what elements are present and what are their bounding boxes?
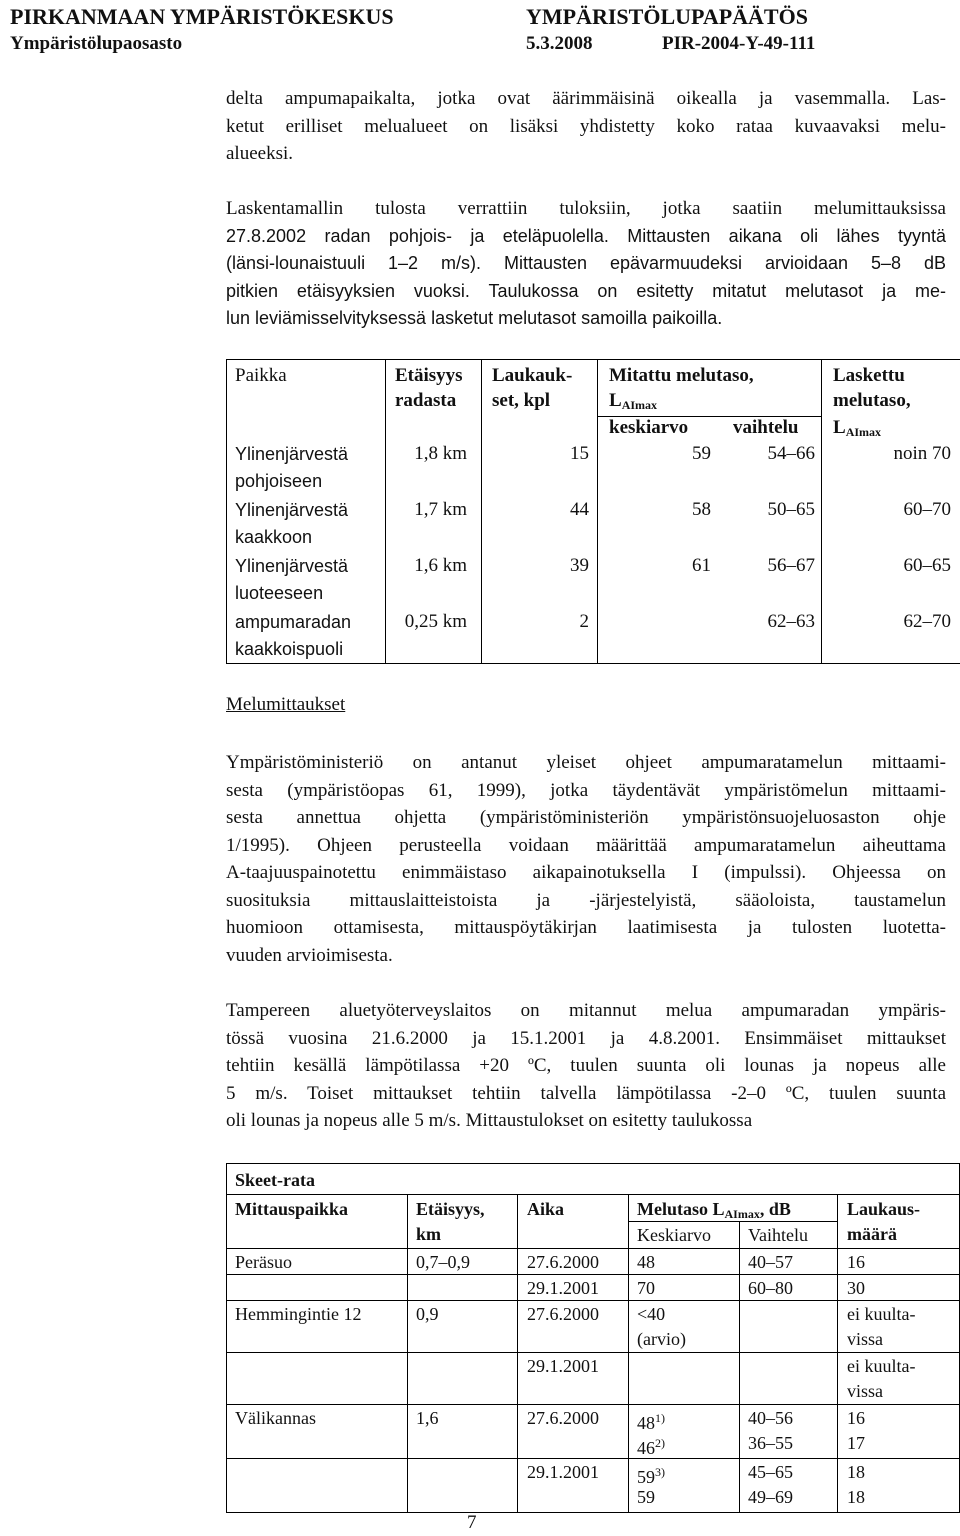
text-line: lun leviämisselvityksessä lasketut melutasot samoilla paikoilla. xyxy=(226,308,723,328)
table-cell-place: Ylinenjärvestä xyxy=(235,444,349,464)
table-cell-count: 17 xyxy=(847,1433,865,1453)
symbol-subscript: AImax xyxy=(621,398,658,412)
table-cell-count: 16 xyxy=(847,1408,865,1428)
header-date: 5.3.2008 xyxy=(526,33,593,54)
text-line: tössä vuosina 21.6.2000 ja 15.1.2001 ja 4.8.2001. Ensimmäiset mittaukset xyxy=(226,1027,946,1049)
table-cell-mean: 61 xyxy=(692,555,711,576)
table-cell-place: kaakkoon xyxy=(235,527,313,547)
table-cell-mean: 58 xyxy=(692,499,711,520)
col-header-level xyxy=(637,1197,791,1226)
text-line: alueeksi. xyxy=(226,143,294,164)
table-cell-place: ampumaradan xyxy=(235,612,352,632)
table-rule xyxy=(227,1248,959,1249)
table-rule xyxy=(227,1352,959,1353)
table-cell-mean: 59 xyxy=(692,443,711,464)
table-cell-range: 40–57 xyxy=(748,1252,793,1272)
table-cell-time: 29.1.2001 xyxy=(527,1356,599,1376)
text-line: vuuden arvioimisesta. xyxy=(226,944,393,966)
table-cell-shots: 15 xyxy=(570,443,589,464)
table-divider xyxy=(739,1221,740,1512)
col-header-calculated: Laskettu xyxy=(833,365,905,386)
text-line: A-taajuuspainotettu enimmäistaso aikapainotuksella I (impulssi). Ohjeessa on xyxy=(226,862,946,883)
level-label: Melutaso L xyxy=(637,1199,725,1219)
table-cell-time: 29.1.2001 xyxy=(527,1278,599,1298)
col-header-measured: Mitattu melutaso, xyxy=(609,365,754,386)
table-cell-distance: 0,9 xyxy=(416,1304,439,1324)
mean-value: 59 xyxy=(637,1467,655,1487)
col-header-count: Laukaus- xyxy=(847,1199,921,1219)
table-cell-range: 45–65 xyxy=(748,1462,793,1482)
text-line: pitkien etäisyyksien vuoksi. Taulukossa on esitetty mitatut melutasot ja me- xyxy=(226,280,946,301)
table-cell-count: 30 xyxy=(847,1278,865,1298)
noise-comparison-table xyxy=(226,359,960,664)
header-doc-type: YMPÄRISTÖLUPAPÄÄTÖS xyxy=(526,4,808,29)
col-header-distance: radasta xyxy=(395,390,457,411)
table-cell-range: 62–63 xyxy=(767,611,815,632)
table-cell-mean: 48 xyxy=(637,1252,655,1272)
text-line: sesta annettua ohjetta (ympäristöministeriön ympäristönsuojeluosaston ohje xyxy=(226,807,946,828)
table-cell-shots: 2 xyxy=(579,611,589,632)
text-line: 27.8.2002 radan pohjois- ja eteläpuolella. Mittausten aikana oli lähes tyyntä xyxy=(226,225,946,246)
table-divider xyxy=(385,360,386,663)
table-rule xyxy=(227,1194,959,1195)
text-line: oli lounas ja nopeus alle 5 m/s. Mittaustulokset on esitetty taulukossa xyxy=(226,1110,753,1131)
col-header-calculated xyxy=(833,416,881,444)
text-line: 1/1995). Ohjeen perusteella voidaan määrittää ampumaratamelun aiheuttama xyxy=(226,834,946,856)
table-cell-distance: 0,25 km xyxy=(404,611,467,632)
col-header-time: Aika xyxy=(527,1199,565,1219)
col-header-measured xyxy=(609,389,657,417)
table-cell-place: kaakkoispuoli xyxy=(235,639,344,659)
col-header-distance: km xyxy=(416,1224,442,1244)
level-unit: , dB xyxy=(759,1199,791,1219)
table-cell-count: 18 xyxy=(847,1462,865,1482)
table-divider xyxy=(481,360,482,663)
table-cell-time: 27.6.2000 xyxy=(527,1252,599,1272)
table-cell-count: ei kuulta- xyxy=(847,1304,916,1324)
col-header-range: Vaihtelu xyxy=(748,1225,808,1245)
col-header-shots: set, kpl xyxy=(492,390,551,411)
header-ref: PIR-2004-Y-49-111 xyxy=(662,33,816,54)
table-cell-range: 36–55 xyxy=(748,1433,793,1453)
paragraph-4 xyxy=(226,997,946,1135)
table-cell-place: Ylinenjärvestä xyxy=(235,500,349,520)
table-cell-place: luoteeseen xyxy=(235,583,324,603)
table-cell-time: 29.1.2001 xyxy=(527,1462,599,1482)
table-divider xyxy=(597,360,598,663)
symbol-subscript: AImax xyxy=(724,1207,760,1221)
paragraph-3 xyxy=(226,749,946,969)
table-cell-range: 56–67 xyxy=(767,555,815,576)
text-line: Ympäristöministeriö on antanut yleiset ohjeet ampumaratamelun mittaami- xyxy=(226,752,946,773)
table-cell-count: 18 xyxy=(847,1487,865,1507)
table-divider xyxy=(837,1194,838,1512)
symbol-l: L xyxy=(609,390,622,411)
table-cell-time: 27.6.2000 xyxy=(527,1304,599,1324)
table-cell-mean: <40 xyxy=(637,1304,666,1324)
table-cell-mean xyxy=(637,1431,665,1460)
header-org: PIRKANMAAN YMPÄRISTÖKESKUS xyxy=(10,4,394,29)
text-line: 5 m/s. Toiset mittaukset tehtiin talvella lämpötilassa -2–0 ºC, tuulen suunta xyxy=(226,1082,946,1104)
footnote-mark: 1) xyxy=(655,1411,665,1425)
table-cell-distance: 1,6 km xyxy=(414,555,467,576)
symbol-l: L xyxy=(833,417,846,438)
paragraph-2 xyxy=(226,195,946,333)
table-cell-distance: 1,8 km xyxy=(414,443,467,464)
table-cell-distance: 1,7 km xyxy=(414,499,467,520)
table-cell-site: Hemmingintie 12 xyxy=(235,1304,362,1324)
symbol-subscript: AImax xyxy=(845,425,882,439)
table-cell-mean: 70 xyxy=(637,1278,655,1298)
table-cell-range: 49–69 xyxy=(748,1487,793,1507)
text-line: ketut erilliset melualueet on lisäksi yhdistetty koko rataa kuvaavaksi melu- xyxy=(226,115,946,137)
table-divider xyxy=(517,1194,518,1512)
col-header-shots: Laukauk- xyxy=(492,365,573,386)
col-header-distance: Etäisyys, xyxy=(416,1199,485,1219)
skeet-measurement-table xyxy=(226,1163,960,1513)
text-line: (länsi-lounaistuuli 1–2 m/s). Mittausten epävarmuudeksi arvioidaan 5–8 dB xyxy=(226,253,946,273)
col-header-mean: keskiarvo xyxy=(609,417,689,438)
footnote-mark: 3) xyxy=(655,1465,665,1479)
col-header-count: määrä xyxy=(847,1224,897,1244)
table-cell-site: Peräsuo xyxy=(235,1252,292,1272)
table-cell-site: Välikannas xyxy=(235,1408,316,1428)
text-line: delta ampumapaikalta, jotka ovat äärimmäisinä oikealla ja vasemmalla. Las- xyxy=(226,88,946,109)
text-line: huomioon ottamisesta, mittauspöytäkirjan laatimisesta ja tulosten luotetta- xyxy=(226,917,946,938)
header-unit: Ympäristölupaosasto xyxy=(10,33,183,54)
section-heading: Melumittaukset xyxy=(226,694,346,715)
table-cell-calculated: noin 70 xyxy=(893,443,951,464)
table-cell-distance: 0,7–0,9 xyxy=(416,1252,470,1272)
table-cell-count: ei kuulta- xyxy=(847,1356,916,1376)
table-cell-mean: 59 xyxy=(637,1487,655,1507)
table-cell-count: 16 xyxy=(847,1252,865,1272)
col-header-range: vaihtelu xyxy=(733,417,799,438)
text-line: Tampereen aluetyöterveyslaitos on mitannut melua ampumaradan ympäris- xyxy=(226,1000,946,1021)
text-line: Laskentamallin tulosta verrattiin tuloksiin, jotka saatiin melumittauksissa xyxy=(226,198,946,219)
table-rule xyxy=(227,1274,959,1275)
col-header-calculated: melutaso, xyxy=(833,390,911,411)
paragraph-1 xyxy=(226,85,946,168)
table-cell-shots: 44 xyxy=(570,499,589,520)
col-header-place: Paikka xyxy=(235,365,287,386)
table-cell-mean: (arvio) xyxy=(637,1329,686,1349)
table-cell-place: Ylinenjärvestä xyxy=(235,556,349,576)
table-cell-distance: 1,6 xyxy=(416,1408,439,1428)
table-cell-count: vissa xyxy=(847,1329,883,1349)
table-cell-range: 50–65 xyxy=(767,499,815,520)
table-rule xyxy=(227,1458,959,1459)
table-cell-count: vissa xyxy=(847,1381,883,1401)
mean-value: 48 xyxy=(637,1413,655,1433)
table-cell-range: 40–56 xyxy=(748,1408,793,1428)
table-divider xyxy=(628,1194,629,1512)
text-line: sesta (ympäristöopas 61, 1999), jotka täydentävät ympäristömelun mittaami- xyxy=(226,779,946,801)
table-divider xyxy=(821,360,822,663)
text-line: suosituksia mittauslaitteistoista ja -järjestelyistä, sääoloista, taustamelun xyxy=(226,889,946,911)
text-line: tehtiin kesällä lämpötilassa +20 ºC, tuulen suunta oli lounas ja nopeus alle xyxy=(226,1055,946,1076)
col-header-mean: Keskiarvo xyxy=(637,1225,711,1245)
table-cell-range: 54–66 xyxy=(767,443,815,464)
table-cell-place: pohjoiseen xyxy=(235,471,323,491)
table-cell-calculated: 60–65 xyxy=(903,555,951,576)
table-cell-calculated: 62–70 xyxy=(903,611,951,632)
footnote-mark: 2) xyxy=(655,1436,665,1450)
table-cell-time: 27.6.2000 xyxy=(527,1408,599,1428)
table-rule xyxy=(227,1300,959,1301)
table-cell-shots: 39 xyxy=(570,555,589,576)
table-cell-range: 60–80 xyxy=(748,1278,793,1298)
mean-value: 46 xyxy=(637,1438,655,1458)
table-divider xyxy=(407,1194,408,1512)
table-title: Skeet-rata xyxy=(235,1170,315,1190)
table-rule xyxy=(227,1404,959,1405)
page-number: 7 xyxy=(467,1512,477,1533)
table-cell-calculated: 60–70 xyxy=(903,499,951,520)
col-header-distance: Etäisyys xyxy=(395,365,463,386)
col-header-site: Mittauspaikka xyxy=(235,1199,349,1219)
